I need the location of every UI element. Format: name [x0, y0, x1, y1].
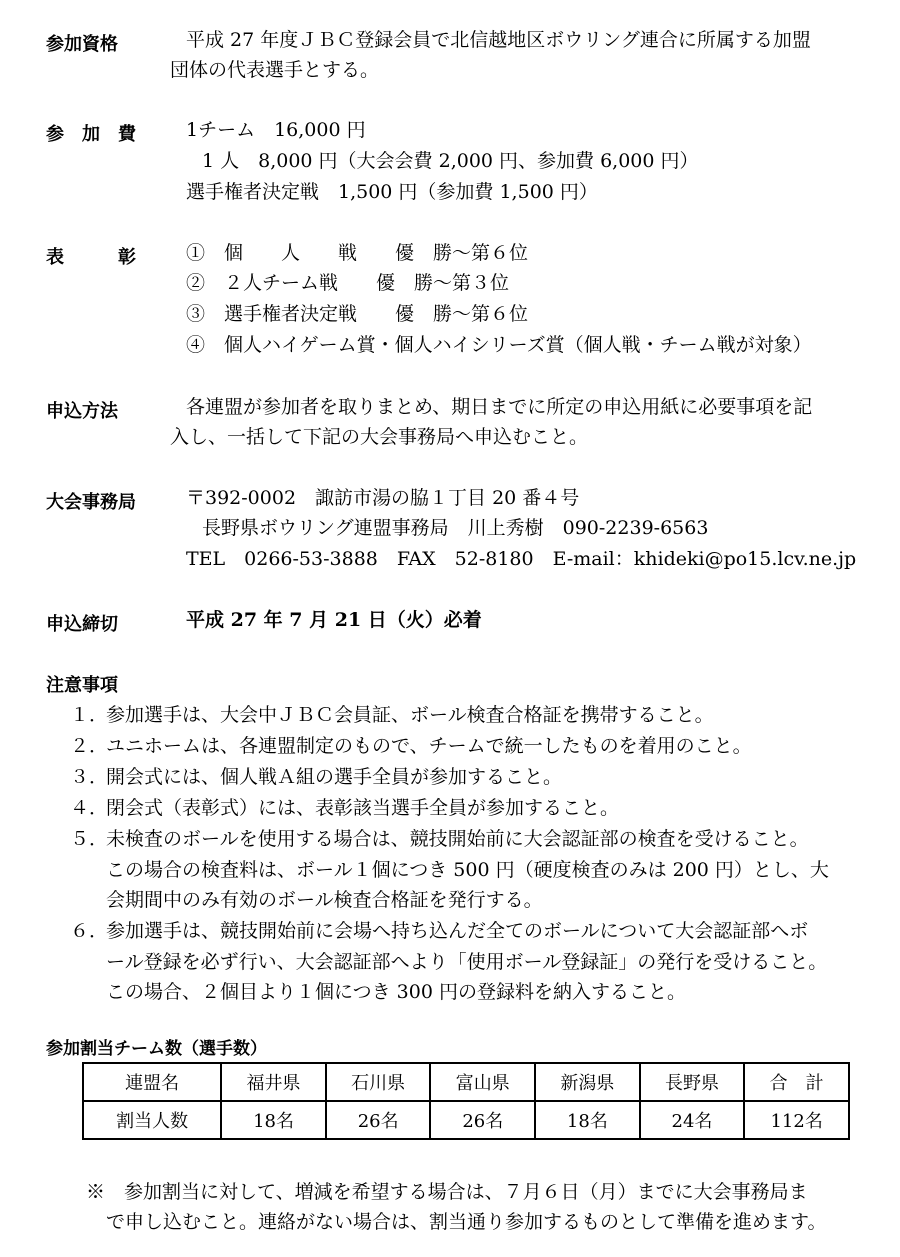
eligibility-label: 参加資格	[46, 34, 118, 55]
table-header-cell: 合 計	[744, 1063, 849, 1101]
awards-label: 表 彰	[46, 247, 136, 268]
note-text: この場合、２個目より１個につき 300 円の登録料を納入すること。	[106, 981, 686, 1003]
award-item-4: ④ 個人ハイゲーム賞・個人ハイシリーズ賞（個人戦・チーム戦が対象）	[186, 334, 812, 356]
note-text: 未検査のボールを使用する場合は、競技開始前に大会認証部の検査を受けること。	[106, 828, 809, 850]
office-address: 〒392-0002 諏訪市湯の脇１丁目 20 番４号	[186, 487, 580, 509]
note-text: 会期間中のみ有効のボール検査合格証を発行する。	[106, 889, 543, 911]
application-line-1: 各連盟が参加者を取りまとめ、期日までに所定の申込用紙に必要事項を記	[186, 396, 813, 418]
table-cell: 割当人数	[83, 1101, 221, 1139]
notes-label: 注意事項	[46, 675, 118, 696]
table-header-row	[83, 1063, 849, 1101]
table-cell: 26名	[430, 1101, 535, 1139]
allocation-title: 参加割当チーム数（選手数）	[46, 1039, 267, 1059]
fee-line-1: 1チーム 16,000 円	[186, 119, 366, 141]
note-text: 開会式には、個人戦Ａ組の選手全員が参加すること。	[106, 766, 563, 788]
fee-line-3: 選手権者決定戦 1,500 円（参加費 1,500 円）	[186, 181, 598, 203]
table-header-cell: 石川県	[326, 1063, 431, 1101]
table-header-cell: 福井県	[221, 1063, 326, 1101]
footnote-line-1: ※ 参加割当に対して、増減を希望する場合は、７月６日（月）までに大会事務局ま	[86, 1181, 808, 1203]
office-contact: 長野県ボウリング連盟事務局 川上秀樹 090-2239-6563	[202, 517, 709, 539]
award-item-2: ② ２人チーム戦 優 勝～第３位	[186, 272, 510, 294]
note-text: 参加選手は、大会中ＪＢＣ会員証、ボール検査合格証を携帯すること。	[106, 704, 714, 726]
note-number: ２．	[70, 735, 109, 757]
note-text: 参加選手は、競技開始前に会場へ持ち込んだ全てのボールについて大会認証部へボ	[106, 920, 809, 942]
table-cell: 18名	[535, 1101, 640, 1139]
note-number: １．	[70, 704, 109, 726]
award-item-1: ① 個 人 戦 優 勝～第６位	[186, 242, 529, 264]
note-text: ール登録を必ず行い、大会認証部へより「使用ボール登録証」の発行を受けること。	[106, 951, 828, 973]
award-item-3: ③ 選手権者決定戦 優 勝～第６位	[186, 303, 529, 325]
deadline-label: 申込締切	[46, 614, 118, 635]
office-label: 大会事務局	[46, 492, 136, 513]
footnote-line-2: で申し込むこと。連絡がない場合は、割当通り参加するものとして準備を進めます。	[106, 1211, 827, 1233]
table-cell: 18名	[221, 1101, 326, 1139]
eligibility-line-2: 団体の代表選手とする。	[170, 59, 380, 81]
note-number: ５．	[70, 828, 109, 850]
table-header-cell: 連盟名	[83, 1063, 221, 1101]
allocation-table	[82, 1062, 850, 1140]
note-number: ４．	[70, 797, 109, 819]
table-header-cell: 長野県	[640, 1063, 745, 1101]
note-number: ６．	[70, 920, 109, 942]
table-cell: 26名	[326, 1101, 431, 1139]
table-header-cell: 新潟県	[535, 1063, 640, 1101]
note-number: ３．	[70, 766, 109, 788]
note-text: この場合の検査料は、ボール１個につき 500 円（硬度検査のみは 200 円）とし、大	[106, 859, 829, 881]
table-row	[83, 1101, 849, 1139]
table-cell: 24名	[640, 1101, 745, 1139]
application-line-2: 入し、一括して下記の大会事務局へ申込むこと。	[170, 426, 589, 448]
table-cell: 112名	[744, 1101, 849, 1139]
note-text: ユニホームは、各連盟制定のもので、チームで統一したものを着用のこと。	[106, 735, 752, 757]
table-header-cell: 富山県	[430, 1063, 535, 1101]
deadline-date: 平成 27 年 7 月 21 日（火）必着	[186, 609, 482, 631]
fee-label: 参 加 費	[46, 124, 136, 145]
eligibility-line-1: 平成 27 年度ＪＢＣ登録会員で北信越地区ボウリング連合に所属する加盟	[186, 29, 811, 51]
note-text: 閉会式（表彰式）には、表彰該当選手全員が参加すること。	[106, 797, 620, 819]
application-label: 申込方法	[46, 401, 118, 422]
fee-line-2: 1 人 8,000 円（大会会費 2,000 円、参加費 6,000 円）	[202, 150, 699, 172]
office-phone-email: TEL 0266-53-3888 FAX 52-8180 E-mail：khideki@po15.lcv.ne.jp	[186, 548, 857, 570]
